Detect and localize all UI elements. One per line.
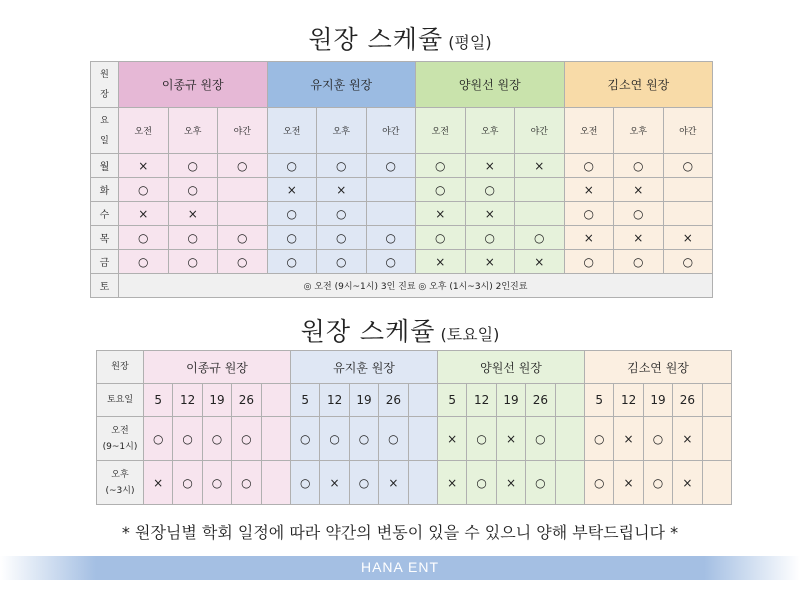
schedule-cell: ○ (119, 250, 169, 274)
saturday-am-label-main: 오전 (111, 425, 129, 436)
weekday-title-main: 원장 스케쥴 (308, 25, 444, 54)
empty-cell (702, 461, 731, 505)
schedule-cell: × (614, 178, 664, 202)
empty-cell (408, 417, 437, 461)
saturday-doctor-header: 유지훈 원장 (291, 351, 438, 384)
schedule-cell: × (168, 202, 218, 226)
slot-header: 오전 (119, 108, 169, 154)
empty-cell (555, 384, 584, 417)
schedule-cell: ○ (643, 417, 672, 461)
schedule-cell (366, 202, 416, 226)
weekday-doctor-header: 양원선 원장 (416, 62, 565, 108)
schedule-cell: ○ (218, 250, 268, 274)
date-cell: 5 (585, 384, 614, 417)
date-cell: 5 (438, 384, 467, 417)
schedule-cell: ○ (267, 250, 317, 274)
date-cell: 19 (643, 384, 672, 417)
weekday-slot-label-cell (91, 108, 119, 154)
slot-header: 야간 (515, 108, 565, 154)
schedule-cell: × (438, 461, 467, 505)
weekday-doctor-header: 김소연 원장 (564, 62, 713, 108)
date-cell: 26 (673, 384, 702, 417)
date-cell: 12 (467, 384, 496, 417)
slot-header: 오후 (168, 108, 218, 154)
schedule-cell: ○ (267, 154, 317, 178)
schedule-cell: × (673, 417, 702, 461)
weekday-corner-bottom: 장 (100, 89, 109, 100)
slot-header: 야간 (218, 108, 268, 154)
schedule-cell: ○ (515, 226, 565, 250)
slot-header: 야간 (663, 108, 713, 154)
date-cell: 26 (526, 384, 555, 417)
saturday-title-sub: (토요일) (440, 325, 500, 344)
schedule-cell: ○ (317, 250, 367, 274)
schedule-cell: ○ (202, 461, 231, 505)
schedule-cell: × (317, 178, 367, 202)
schedule-cell: ○ (291, 461, 320, 505)
weekday-schedule-table (90, 61, 713, 298)
date-cell: 12 (173, 384, 202, 417)
weekday-row (91, 154, 713, 178)
schedule-cell: ○ (663, 250, 713, 274)
schedule-cell: ○ (585, 417, 614, 461)
schedule-cell: ○ (119, 226, 169, 250)
schedule-cell: × (465, 250, 515, 274)
schedule-cell: ○ (416, 226, 466, 250)
weekday-corner-top: 원 (100, 69, 109, 80)
schedule-cell: ○ (614, 250, 664, 274)
schedule-cell: ○ (267, 202, 317, 226)
saturday-title-main: 원장 스케쥴 (300, 317, 436, 346)
schedule-cell: × (465, 202, 515, 226)
date-cell: 19 (496, 384, 525, 417)
schedule-cell: ○ (366, 250, 416, 274)
slot-header: 오후 (465, 108, 515, 154)
saturday-corner-cell: 원장 (97, 351, 144, 384)
schedule-cell: ○ (366, 154, 416, 178)
empty-cell (261, 417, 290, 461)
schedule-cell: ○ (465, 226, 515, 250)
saturday-summary-row (91, 274, 713, 298)
schedule-cell: × (379, 461, 408, 505)
schedule-cell: ○ (173, 461, 202, 505)
saturday-doctor-header-row (97, 351, 732, 384)
saturday-am-label (97, 417, 144, 461)
saturday-day-cell: 토 (91, 274, 119, 298)
schedule-cell: × (465, 154, 515, 178)
saturday-am-label-hours: (9~1시) (102, 441, 138, 452)
weekday-row (91, 226, 713, 250)
slot-header: 오전 (416, 108, 466, 154)
schedule-cell: ○ (173, 417, 202, 461)
schedule-cell: ○ (349, 461, 378, 505)
weekday-day-cell: 월 (91, 154, 119, 178)
weekday-row (91, 250, 713, 274)
saturday-pm-label-main: 오후 (111, 469, 129, 480)
weekday-row (91, 202, 713, 226)
schedule-cell: × (614, 417, 643, 461)
schedule-cell: ○ (416, 154, 466, 178)
schedule-cell: × (614, 226, 664, 250)
schedule-cell: × (119, 202, 169, 226)
schedule-cell: ○ (317, 154, 367, 178)
weekday-day-cell: 화 (91, 178, 119, 202)
schedule-cell: ○ (614, 202, 664, 226)
slot-header: 오전 (267, 108, 317, 154)
saturday-am-row (97, 417, 732, 461)
weekday-row (91, 178, 713, 202)
saturday-doctor-header: 이종규 원장 (144, 351, 291, 384)
weekday-day-cell: 수 (91, 202, 119, 226)
weekday-doctor-header-row (91, 62, 713, 108)
saturday-date-row (97, 384, 732, 417)
date-cell: 5 (291, 384, 320, 417)
schedule-cell: ○ (168, 178, 218, 202)
empty-cell (261, 384, 290, 417)
schedule-cell: ○ (232, 461, 261, 505)
weekday-doctor-header: 유지훈 원장 (267, 62, 416, 108)
schedule-cell: × (416, 202, 466, 226)
schedule-cell: × (267, 178, 317, 202)
schedule-cell: × (320, 461, 349, 505)
schedule-cell: × (614, 461, 643, 505)
saturday-doctor-header: 양원선 원장 (438, 351, 585, 384)
saturday-schedule-table (96, 350, 732, 505)
schedule-cell: × (416, 250, 466, 274)
schedule-cell: ○ (202, 417, 231, 461)
empty-cell (261, 461, 290, 505)
schedule-cell: ○ (465, 178, 515, 202)
schedule-cell: ○ (291, 417, 320, 461)
schedule-cell: ○ (564, 250, 614, 274)
schedule-cell: × (119, 154, 169, 178)
schedule-cell: ○ (168, 226, 218, 250)
slot-header: 오후 (614, 108, 664, 154)
schedule-cell: × (496, 461, 525, 505)
empty-cell (555, 461, 584, 505)
schedule-cell: ○ (317, 202, 367, 226)
schedule-cell: × (144, 461, 173, 505)
schedule-cell: × (564, 178, 614, 202)
empty-cell (702, 417, 731, 461)
schedule-cell (218, 202, 268, 226)
date-cell: 5 (144, 384, 173, 417)
schedule-cell: ○ (564, 202, 614, 226)
schedule-cell (663, 202, 713, 226)
empty-cell (702, 384, 731, 417)
schedule-cell: ○ (526, 417, 555, 461)
schedule-cell: ○ (526, 461, 555, 505)
schedule-cell: ○ (564, 154, 614, 178)
schedule-cell: ○ (317, 226, 367, 250)
weekday-title-sub: (평일) (448, 33, 492, 52)
schedule-cell: ○ (614, 154, 664, 178)
schedule-cell (663, 178, 713, 202)
schedule-cell: ○ (379, 417, 408, 461)
schedule-cell: ○ (320, 417, 349, 461)
weekday-slot-label-top: 요 (100, 115, 109, 126)
date-cell: 26 (379, 384, 408, 417)
schedule-cell: × (515, 154, 565, 178)
schedule-cell: ○ (467, 417, 496, 461)
date-cell: 26 (232, 384, 261, 417)
schedule-cell: × (496, 417, 525, 461)
saturday-title (0, 312, 800, 348)
schedule-cell: ○ (218, 226, 268, 250)
weekday-day-cell: 금 (91, 250, 119, 274)
saturday-pm-row (97, 461, 732, 505)
schedule-cell: × (673, 461, 702, 505)
schedule-cell (515, 202, 565, 226)
schedule-cell: ○ (585, 461, 614, 505)
schedule-cell: ○ (218, 154, 268, 178)
schedule-cell: × (438, 417, 467, 461)
schedule-cell: ○ (168, 250, 218, 274)
slot-header: 오전 (564, 108, 614, 154)
footer-bar (0, 556, 800, 580)
schedule-cell: ○ (643, 461, 672, 505)
weekday-slot-label-bottom: 일 (100, 135, 109, 146)
footnote: * 원장님별 학회 일정에 따라 약간의 변동이 있을 수 있으니 양해 부탁드립니다 * (121, 523, 679, 542)
schedule-cell: ○ (416, 178, 466, 202)
weekday-slot-header-row (91, 108, 713, 154)
schedule-cell: ○ (232, 417, 261, 461)
schedule-cell: ○ (144, 417, 173, 461)
date-cell: 12 (614, 384, 643, 417)
weekday-day-cell: 목 (91, 226, 119, 250)
weekday-corner-cell (91, 62, 119, 108)
date-cell: 19 (349, 384, 378, 417)
schedule-cell: × (663, 226, 713, 250)
schedule-cell: ○ (168, 154, 218, 178)
schedule-cell (218, 178, 268, 202)
saturday-date-label: 토요일 (97, 384, 144, 417)
saturday-pm-label-hours: (~3시) (105, 485, 135, 496)
saturday-note: ◎ 오전 (9시~1시) 3인 진료 ◎ 오후 (1시~3시) 2인진료 (119, 274, 713, 298)
schedule-cell: ○ (366, 226, 416, 250)
saturday-doctor-header: 김소연 원장 (585, 351, 732, 384)
slot-header: 오후 (317, 108, 367, 154)
footer-brand: HANA ENT (360, 559, 439, 575)
schedule-cell (515, 178, 565, 202)
schedule-cell: ○ (663, 154, 713, 178)
schedule-cell: × (564, 226, 614, 250)
weekday-doctor-header: 이종규 원장 (119, 62, 268, 108)
saturday-pm-label (97, 461, 144, 505)
schedule-cell: × (515, 250, 565, 274)
empty-cell (408, 384, 437, 417)
schedule-cell: ○ (349, 417, 378, 461)
schedule-cell (366, 178, 416, 202)
date-cell: 12 (320, 384, 349, 417)
schedule-cell: ○ (119, 178, 169, 202)
empty-cell (555, 417, 584, 461)
empty-cell (408, 461, 437, 505)
slot-header: 야간 (366, 108, 416, 154)
date-cell: 19 (202, 384, 231, 417)
schedule-cell: ○ (467, 461, 496, 505)
schedule-cell: ○ (267, 226, 317, 250)
weekday-title (0, 20, 800, 56)
